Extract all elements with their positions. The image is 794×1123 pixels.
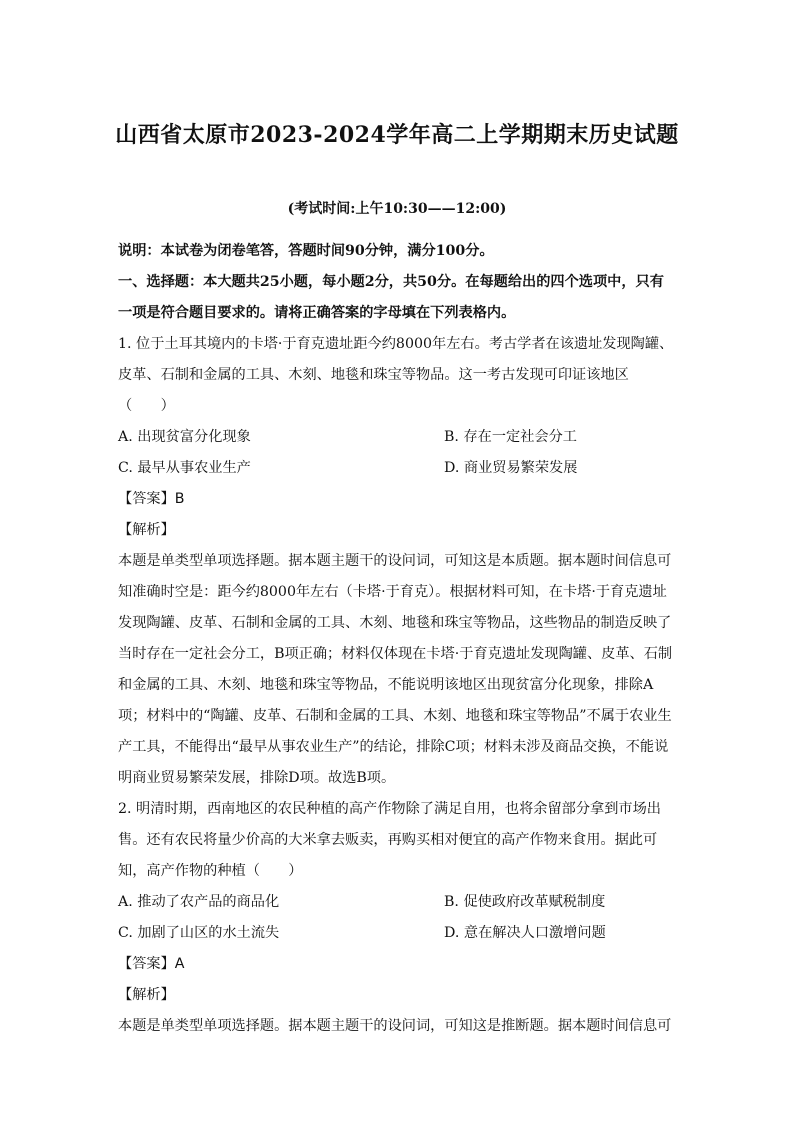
analysis-text: 本题是单类型单项选择题。据本题主题干的设问词，可知这是推断题。据本题时间信息可 <box>118 1018 672 1034</box>
option-b: B. 促使政府改革赋税制度 <box>444 894 606 910</box>
question-2 <box>118 794 678 1042</box>
option-c: C. 加剧了山区的水土流失 <box>118 925 280 941</box>
exam-note: 说明：本试卷为闭卷笔答，答题时间90分钟，满分100分。 <box>118 243 494 259</box>
section-header: 一、选择题：本大题共25小题，每小题2分，共50分。在每题给出的四个选项中，只有一项是符合题目要求的。请将正确答案的字母填在下列表格内。 <box>118 274 664 321</box>
exam-content <box>118 236 678 1042</box>
exam-time: (考试时间:上午10:30——12:00) <box>287 201 507 217</box>
option-d: D. 商业贸易繁荣发展 <box>444 460 578 476</box>
question-1 <box>118 329 678 794</box>
option-a: A. 出现贫富分化现象 <box>118 429 251 445</box>
option-c: C. 最早从事农业生产 <box>118 460 251 476</box>
option-b: B. 存在一定社会分工 <box>444 429 577 445</box>
analysis-label: 【解析】 <box>118 522 175 538</box>
option-d: D. 意在解决人口激增问题 <box>444 925 606 941</box>
question-stem: 1. 位于土耳其境内的卡塔·于育克遗址距今约8000年左右。考古学者在该遗址发现陶罐、皮革、石制和金属的工具、木刻、地毯和珠宝等物品。这一考古发现可印证该地区（ ） <box>118 336 674 414</box>
question-options <box>118 887 678 949</box>
question-stem: 2. 明清时期，西南地区的农民种植的高产作物除了满足自用，也将余留部分拿到市场出售。还有农民将量少价高的大米拿去贩卖，再购买相对便宜的高产作物来食用。据此可知，高产作物的种植（ ） <box>118 801 661 879</box>
exam-title: 山西省太原市2023-2024学年高二上学期期末历史试题 <box>115 122 679 148</box>
analysis-text: 本题是单类型单项选择题。据本题主题干的设问词，可知这是本质题。据本题时间信息可知准确时空是：距今约8000年左右（卡塔·于育克）。根据材料可知，在卡塔·于育克遗址发现陶罐、皮革、石制和金属的工具、木刻、地毯和珠宝等物品，这些物品的制造反映了当时存在一定社会分工，B项正确；材料仅体现在卡塔·于育克遗址发现陶罐、皮革、石制和金属的工具、木刻、地毯和珠宝等物品，不能说明该地区出现贫富分化现象，排除A项；材料中的“陶罐、皮革、石制和金属的工具、木刻、地毯和珠宝等物品”不属于农业生产工具，不能得出“最早从事农业生产”的结论，排除C项；材料未涉及商品交换，不能说明商业贸易繁荣发展，排除D项。故选B项。 <box>118 553 673 786</box>
option-a: A. 推动了农产品的商品化 <box>118 894 280 910</box>
answer-line: 【答案】B <box>118 491 185 507</box>
question-options <box>118 422 678 484</box>
answer-line: 【答案】A <box>118 956 185 972</box>
analysis-label: 【解析】 <box>118 987 175 1003</box>
